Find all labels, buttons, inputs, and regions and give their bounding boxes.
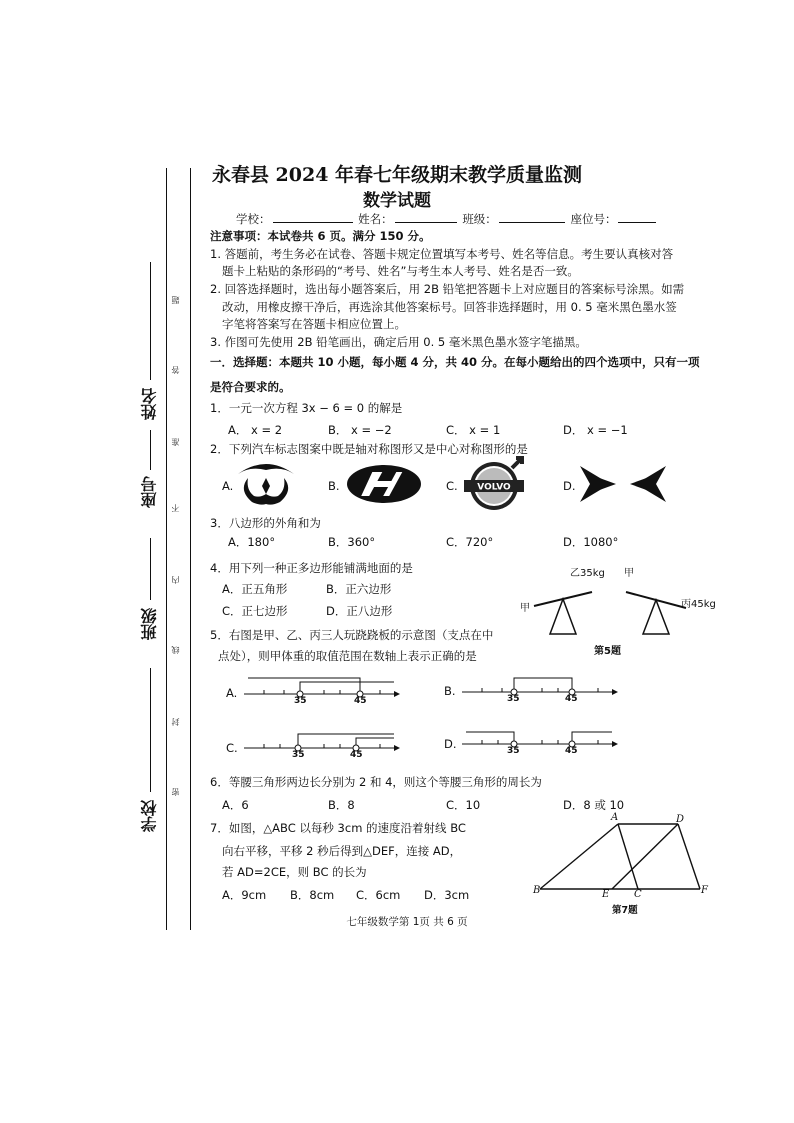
seal-char-1: 题 <box>171 296 180 304</box>
name-label: 姓名： <box>358 212 393 226</box>
seal-char-6: 线 <box>171 646 180 654</box>
note-3: 3. 作图可先使用 2B 铅笔画出，确定后用 0. 5 毫米黑色墨水签字笔描黑。 <box>210 335 587 349</box>
note-1a: 1. 答题前，考生务必在试卷、答题卡规定位置填写本考号、姓名等信息。考生要认真核对答 <box>210 247 674 261</box>
q6-option-d: D．8 或 10 <box>563 798 625 812</box>
fig5-yi-label: 乙35kg <box>570 568 605 579</box>
q7-option-c: C．6cm <box>356 888 401 902</box>
logo-a-icon <box>234 460 298 508</box>
q5-a-tick-45: 45 <box>354 696 367 706</box>
q6-option-b: B．8 <box>328 798 355 812</box>
q7-option-b: B．8cm <box>290 888 335 902</box>
seal-char-5: 内 <box>171 576 180 584</box>
number-line-b <box>462 672 622 706</box>
fig7-point-d: D <box>676 814 685 825</box>
section1-heading-a: 一．选择题：本题共 10 小题，每小题 4 分，共 40 分。在每小题给出的四个选项中，只有一项 <box>210 355 700 369</box>
q5-c-tick-45: 45 <box>350 750 363 760</box>
q5-option-b: B. <box>444 684 456 698</box>
sidebar-school-label: 学校 <box>140 800 159 832</box>
note-2b: 改动，用橡皮擦干净后，再选涂其他答案标号。回答非选择题时，用 0. 5 毫米黑色墨水签 <box>222 300 677 314</box>
q4-option-b: B．正六边形 <box>326 582 392 596</box>
q7-stem-c: 若 AD=2CE，则 BC 的长为 <box>222 865 367 879</box>
q5-d-tick-35: 35 <box>507 746 520 756</box>
q4-option-a: A．正五角形 <box>222 582 288 596</box>
q3-option-c: C．720° <box>446 535 494 549</box>
seal-char-4: 不 <box>171 504 180 512</box>
notes-heading: 注意事项：本试卷共 6 页。满分 150 分。 <box>210 229 431 243</box>
number-line-d <box>462 724 622 758</box>
school-blank[interactable] <box>273 211 353 223</box>
q5-b-tick-35: 35 <box>507 694 520 704</box>
fig7-caption: 第7题 <box>612 905 638 916</box>
fig7-point-c: C <box>634 889 642 900</box>
note-2c: 字笔将答案写在答题卡相应位置上。 <box>222 317 406 331</box>
sidebar-name-blank <box>150 262 151 380</box>
q1-option-b: B． x = −2 <box>328 423 392 437</box>
q2-option-a: A. <box>222 479 234 493</box>
sidebar-seat-blank <box>150 430 151 470</box>
volvo-wordmark: VOLVO <box>477 482 511 493</box>
q7-option-a: A．9cm <box>222 888 267 902</box>
info-row <box>236 211 658 227</box>
page-footer: 七年级数学第 1页 共 6 页 <box>346 916 468 928</box>
note-1b: 题卡上粘贴的条形码的“考号、姓名”与考生本人考号、姓名是否一致。 <box>222 264 579 278</box>
fig5-jia-top-label: 甲 <box>624 568 634 579</box>
note-2a: 2. 回答选择题时，选出每小题答案后，用 2B 铅笔把答题卡上对应题目的答案标号涂黑。如需 <box>210 282 685 296</box>
exam-subtitle: 数学试题 <box>363 191 431 211</box>
fig7-point-a: A <box>611 812 619 823</box>
q1-option-c: C． x = 1 <box>446 423 501 437</box>
seal-char-3: 准 <box>171 438 180 446</box>
q5-d-tick-45: 45 <box>565 746 578 756</box>
binding-line-outer <box>166 168 167 930</box>
binding-line-inner <box>190 168 191 930</box>
q1-option-a: A． x = 2 <box>228 423 283 437</box>
q3-option-d: D．1080° <box>563 535 619 549</box>
q4-option-c: C．正七边形 <box>222 604 288 618</box>
q4-option-d: D．正八边形 <box>326 604 393 618</box>
q2-option-b: B. <box>328 479 340 493</box>
q6-option-c: C．10 <box>446 798 481 812</box>
fig7-point-e: E <box>602 889 610 900</box>
q5-option-d: D. <box>444 737 457 751</box>
q6-option-a: A．6 <box>222 798 249 812</box>
q2-stem: 2．下列汽车标志图案中既是轴对称图形又是中心对称图形的是 <box>210 442 528 456</box>
q3-stem: 3．八边形的外角和为 <box>210 516 321 530</box>
name-blank[interactable] <box>395 211 457 223</box>
seal-char-2: 答 <box>171 366 180 374</box>
q5-option-a: A. <box>226 686 238 700</box>
q7-option-d: D．3cm <box>424 888 470 902</box>
q3-option-a: A．180° <box>228 535 276 549</box>
q6-stem: 6．等腰三角形两边长分别为 2 和 4，则这个等腰三角形的周长为 <box>210 775 542 789</box>
sidebar-class-blank <box>150 538 151 600</box>
q3-option-b: B．360° <box>328 535 376 549</box>
fig5-jia-left-label: 甲 <box>520 603 530 614</box>
fig5-caption: 第5题 <box>594 646 621 657</box>
q7-stem-b: 向右平移，平移 2 秒后得到△DEF，连接 AD， <box>222 844 462 858</box>
class-label: 班级： <box>462 212 497 226</box>
fig5-bing-label: 丙45kg <box>681 599 716 610</box>
q5-option-c: C. <box>226 741 238 755</box>
seesaw-figure <box>530 576 700 638</box>
logo-c-icon <box>464 456 528 512</box>
number-line-a <box>244 674 404 708</box>
fig7-point-f: F <box>701 885 708 896</box>
q2-option-d: D. <box>563 479 576 493</box>
logo-b-icon <box>346 464 422 504</box>
q4-stem: 4．用下列一种正多边形能铺满地面的是 <box>210 561 413 575</box>
q5-a-tick-35: 35 <box>294 696 307 706</box>
q2-option-c: C. <box>446 479 458 493</box>
sidebar-seat-label: 座号 <box>140 476 159 508</box>
q1-option-d: D． x = −1 <box>563 423 628 437</box>
seal-char-7: 封 <box>171 718 180 726</box>
q7-stem-a: 7．如图，△ABC 以每秒 3cm 的速度沿着射线 BC <box>210 821 466 835</box>
fig7-point-b: B <box>533 885 541 896</box>
seat-blank[interactable] <box>618 211 656 223</box>
class-blank[interactable] <box>499 211 565 223</box>
q5-stem-b: 点处），则甲体重的取值范围在数轴上表示正确的是 <box>218 649 477 663</box>
triangle-translation-figure <box>530 812 710 902</box>
sidebar-name-label: 姓名 <box>140 388 159 420</box>
q5-stem-a: 5．右图是甲、乙、丙三人玩跷跷板的示意图（支点在中 <box>210 628 494 642</box>
section1-heading-b: 是符合要求的。 <box>210 380 291 394</box>
seat-label: 座位号： <box>570 212 617 226</box>
logo-d-icon <box>580 462 666 506</box>
q1-stem: 1．一元一次方程 3x − 6 = 0 的解是 <box>210 401 403 415</box>
seal-char-8: 密 <box>171 788 180 796</box>
number-line-c <box>244 728 404 762</box>
exam-title: 永春县 2024 年春七年级期末教学质量监测 <box>211 164 583 186</box>
q5-c-tick-35: 35 <box>292 750 305 760</box>
q5-b-tick-45: 45 <box>565 694 578 704</box>
sidebar-school-blank <box>150 668 151 792</box>
school-label: 学校： <box>236 212 271 226</box>
sidebar-class-label: 班级 <box>140 608 159 640</box>
